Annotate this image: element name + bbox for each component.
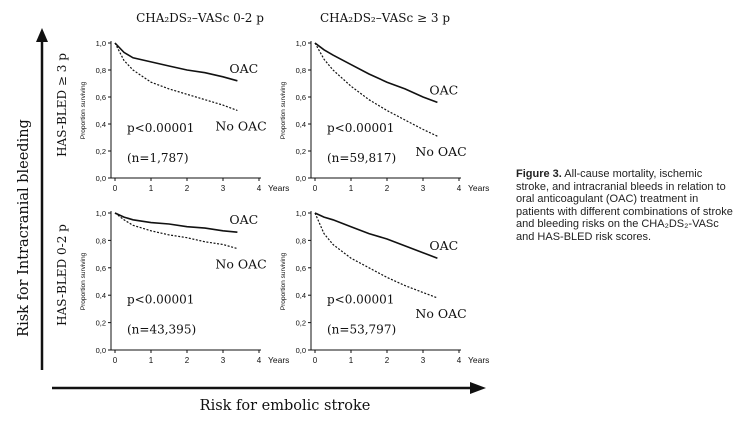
series-oac-line — [315, 213, 437, 258]
y-tick-label: 0,4 — [295, 120, 306, 129]
x-tick-label: 4 — [456, 356, 462, 365]
y-tick-label: 0,0 — [295, 174, 306, 183]
p-value: p<0.00001 — [127, 292, 195, 307]
y-axis-title: Proportion surviving — [80, 252, 87, 311]
caption-label: Figure 3. — [516, 168, 562, 180]
km-panel-bottom-left — [80, 209, 289, 365]
y-tick-label: 0,2 — [95, 318, 106, 328]
km-panel-bottom-right — [280, 209, 489, 365]
y-tick-label: 1,0 — [295, 39, 306, 48]
series-label-oac: OAC — [429, 82, 459, 98]
series-oac-line — [115, 43, 237, 81]
x-tick-label: 3 — [420, 356, 426, 365]
series-oac-line — [315, 43, 437, 102]
x-tick-label: 3 — [420, 184, 426, 193]
x-tick-label: 0 — [112, 356, 118, 365]
x-axis-title: Years — [268, 355, 290, 365]
x-axis-label: Risk for embolic stroke — [199, 398, 371, 414]
series-label-no-oac: No OAC — [215, 256, 267, 272]
y-tick-label: 0,2 — [295, 147, 306, 156]
sample-size: (n=53,797) — [327, 322, 397, 337]
y-tick-label: 0,6 — [295, 263, 306, 273]
x-tick-label: 0 — [312, 184, 318, 193]
y-tick-label: 0,4 — [95, 120, 106, 129]
y-axis-label: Risk for Intracranial bleeding — [16, 119, 32, 337]
y-tick-label: 0,8 — [295, 66, 306, 75]
series-label-no-oac: No OAC — [415, 144, 467, 160]
series-no-oac-line — [115, 43, 237, 111]
series-label-oac: OAC — [229, 60, 259, 76]
km-panel-top-right — [280, 39, 489, 193]
y-tick-label: 0,6 — [95, 93, 106, 102]
y-tick-label: 0,8 — [295, 236, 306, 246]
sample-size: (n=59,817) — [327, 150, 397, 165]
km-panel-top-left — [80, 39, 289, 193]
y-tick-label: 0,0 — [295, 346, 306, 355]
series-no-oac-line — [315, 213, 437, 298]
series-label-no-oac: No OAC — [215, 118, 267, 134]
x-axis-title: Years — [268, 183, 290, 193]
y-tick-label: 0,2 — [95, 147, 106, 156]
p-value: p<0.00001 — [327, 292, 395, 307]
y-tick-label: 0,4 — [95, 291, 106, 301]
x-tick-label: 4 — [456, 184, 462, 193]
x-tick-label: 2 — [384, 356, 390, 365]
y-tick-label: 1,0 — [295, 209, 306, 218]
series-label-oac: OAC — [229, 212, 259, 228]
series-label-oac: OAC — [429, 238, 459, 254]
row-header-top: HAS-BLED ≥ 3 p — [55, 53, 69, 157]
x-axis-arrow-head — [470, 382, 486, 394]
x-tick-label: 0 — [112, 184, 118, 193]
p-value: p<0.00001 — [327, 121, 395, 136]
y-tick-label: 0,2 — [295, 318, 306, 328]
x-tick-label: 4 — [256, 184, 262, 193]
y-tick-label: 0,0 — [95, 174, 106, 183]
x-tick-label: 1 — [148, 184, 154, 193]
y-tick-label: 0,6 — [295, 93, 306, 102]
y-axis-title: Proportion surviving — [280, 81, 287, 140]
y-axis-title: Proportion surviving — [280, 252, 287, 311]
row-header-bottom: HAS-BLED 0-2 p — [55, 224, 69, 326]
p-value: p<0.00001 — [127, 121, 195, 136]
col-header-right: CHA₂DS₂–VASc ≥ 3 p — [319, 11, 451, 25]
y-tick-label: 1,0 — [95, 209, 106, 218]
x-tick-label: 3 — [220, 356, 226, 365]
y-tick-label: 0,6 — [95, 263, 106, 273]
x-tick-label: 1 — [348, 356, 354, 365]
col-header-left: CHA₂DS₂–VASc 0-2 p — [136, 11, 264, 25]
y-tick-label: 0,8 — [95, 236, 106, 246]
y-axis-arrow-head — [36, 28, 48, 42]
x-tick-label: 2 — [184, 356, 190, 365]
x-axis-title: Years — [468, 355, 490, 365]
x-tick-label: 3 — [220, 184, 226, 193]
x-tick-label: 2 — [184, 184, 190, 193]
x-tick-label: 4 — [256, 356, 262, 365]
x-tick-label: 0 — [312, 356, 318, 365]
figure-caption — [516, 168, 738, 243]
y-tick-label: 1,0 — [95, 39, 106, 48]
y-tick-label: 0,4 — [295, 291, 306, 301]
series-label-no-oac: No OAC — [415, 305, 467, 321]
y-tick-label: 0,8 — [95, 66, 106, 75]
caption-text: All-cause mortality, ischemic stroke, and intracranial bleeds in relation to oral anticoagulant (OAC) treatment in patients with different combinations of stroke and bleeding risks on the CHA₂DS₂-VASc and HAS-BLED risk scores. — [516, 168, 733, 243]
panels — [80, 39, 489, 365]
sample-size: (n=43,395) — [127, 322, 197, 337]
y-axis-title: Proportion surviving — [80, 81, 87, 140]
y-tick-label: 0,0 — [95, 346, 106, 355]
x-tick-label: 1 — [148, 356, 154, 365]
series-oac-line — [115, 213, 237, 232]
x-axis-title: Years — [468, 183, 490, 193]
x-tick-label: 2 — [384, 184, 390, 193]
x-tick-label: 1 — [348, 184, 354, 193]
sample-size: (n=1,787) — [127, 150, 189, 165]
